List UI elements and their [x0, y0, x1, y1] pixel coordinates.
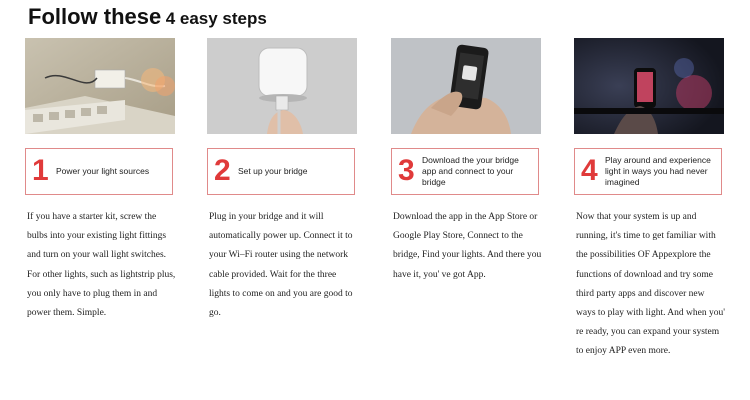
step-1 — [25, 38, 176, 319]
step-1-box — [25, 148, 173, 195]
title-sub: 4 easy steps — [165, 9, 267, 28]
step-3-photo — [391, 38, 541, 134]
step-1-label: Power your light sources — [56, 166, 150, 176]
step-3-description: Download the app in the App Store or Google Play Store, Connect to the bridge, Find your lights. And there you have it, you' ve got App. — [393, 212, 542, 280]
phone-app-image — [391, 38, 541, 134]
step-3-label: Download the your bridge app and connect to your bridge — [422, 155, 519, 187]
step-1-photo — [25, 38, 175, 134]
ambient-light-image — [574, 38, 724, 134]
step-2-label: Set up your bridge — [238, 166, 308, 176]
bridge-device-image — [207, 38, 357, 134]
step-2 — [207, 38, 357, 319]
step-2-number: 2 — [214, 154, 231, 187]
step-4-photo — [574, 38, 724, 134]
step-4-number: 4 — [581, 154, 598, 187]
title-main: Follow these — [28, 4, 162, 29]
step-3 — [391, 38, 542, 280]
step-4-label: Play around and experience light in ways you had never imagined — [605, 155, 711, 187]
step-4-description: Now that your system is up and running, it's time to get familiar with the possibilities OF Appexplore the functions of download and try some third party apps and discover new ways to play with light. And when you' re ready, you can expand your system to enjoy APP even more. — [576, 212, 725, 357]
step-4 — [574, 38, 725, 357]
step-1-description: If you have a starter kit, screw the bulbs into your existing light fittings and turn on your wall light switches. For other lights, such as lightstrip plus, you only have to plug them in and power them. Simple. — [27, 212, 176, 319]
step-2-box — [207, 148, 355, 195]
step-4-box — [574, 148, 722, 195]
step-1-number: 1 — [32, 154, 49, 187]
step-3-box — [391, 148, 539, 195]
power-strip-image — [25, 38, 175, 134]
step-2-photo — [207, 38, 357, 134]
step-2-description: Plug in your bridge and it will automatically power up. Connect it to your Wi–Fi router using the network cable provided. Wait for the three lights to come on and you are good to go. — [209, 212, 353, 319]
page-title — [28, 4, 267, 30]
step-3-number: 3 — [398, 154, 415, 187]
